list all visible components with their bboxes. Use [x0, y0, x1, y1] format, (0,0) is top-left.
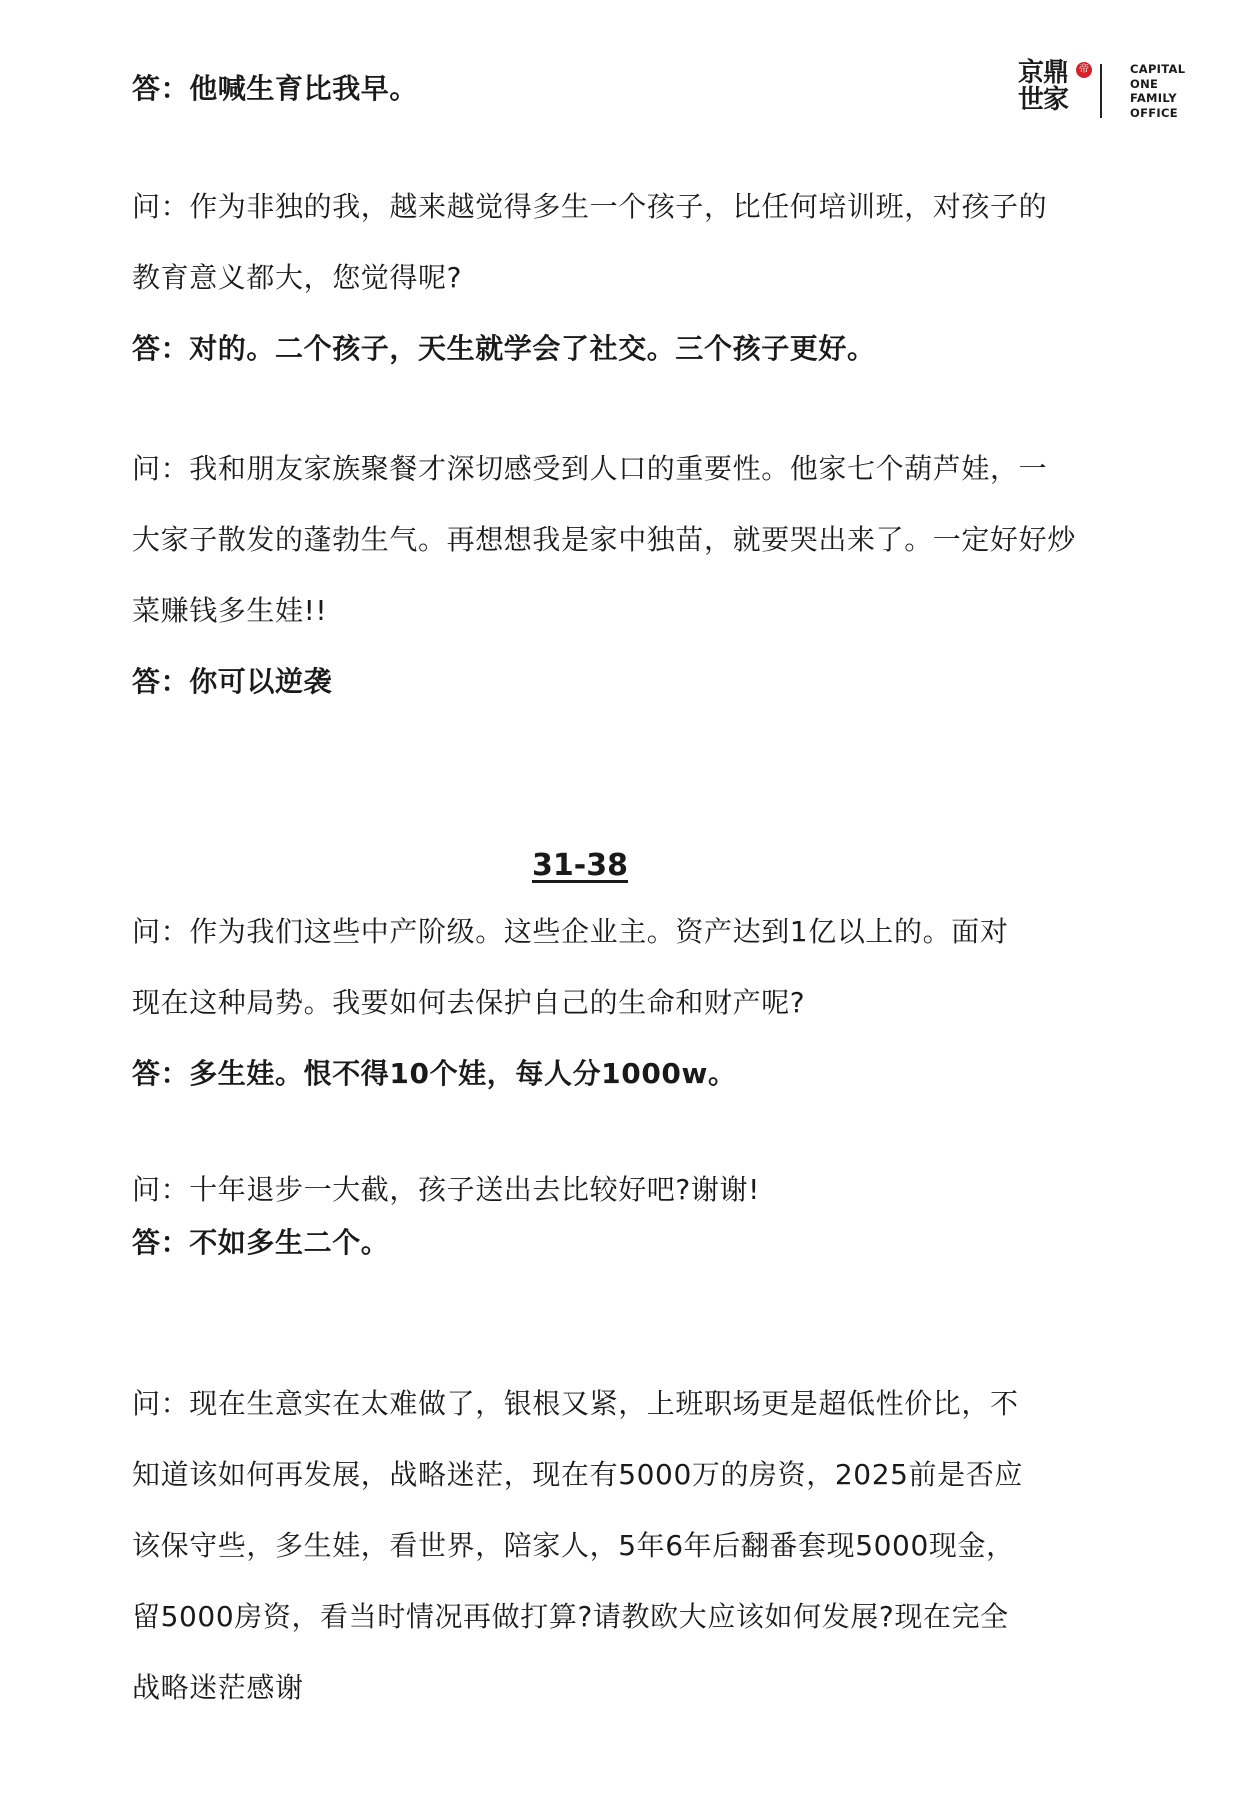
logo: [1018, 58, 1198, 122]
question-5: 问：十年退步一大截，孩子送出去比较好吧?谢谢!: [132, 1173, 760, 1206]
question-4-line-2: 现在这种局势。我要如何去保护自己的生命和财产呢?: [132, 986, 806, 1019]
question-6-line-2: 知道该如何再发展，战略迷茫，现在有5000万的房资，2025前是否应: [132, 1458, 1023, 1491]
question-6-line-5: 战略迷茫感谢: [132, 1671, 304, 1704]
answer-1: 答：他喊生育比我早。: [132, 72, 419, 105]
section-title: 31-38: [532, 848, 628, 883]
question-4-line-1: 问：作为我们这些中产阶级。这些企业主。资产达到1亿以上的。面对: [132, 915, 1009, 948]
logo-chinese-text: 京鼎 世家: [1018, 58, 1069, 115]
answer-4: 答：多生娃。恨不得10个娃，每人分1000w。: [132, 1057, 737, 1090]
question-3-line-3: 菜赚钱多生娃!!: [132, 594, 328, 627]
answer-2: 答：对的。二个孩子，天生就学会了社交。三个孩子更好。: [132, 332, 876, 365]
question-6-line-3: 该保守些，多生娃，看世界，陪家人，5年6年后翻番套现5000现金，: [132, 1529, 1015, 1562]
question-6-line-4: 留5000房资，看当时情况再做打算?请教欧大应该如何发展?现在完全: [132, 1600, 1009, 1633]
answer-5: 答：不如多生二个。: [132, 1226, 390, 1259]
logo-divider: [1100, 64, 1102, 118]
logo-english-text: CAPITAL ONE FAMILY OFFICE: [1130, 62, 1186, 120]
question-2-line-2: 教育意义都大，您觉得呢?: [132, 261, 463, 294]
question-6-line-1: 问：现在生意实在太难做了，银根又紧，上班职场更是超低性价比，不: [132, 1387, 1019, 1420]
question-2-line-1: 问：作为非独的我，越来越觉得多生一个孩子，比任何培训班，对孩子的: [132, 190, 1048, 223]
question-3-line-1: 问：我和朋友家族聚餐才深切感受到人口的重要性。他家七个葫芦娃，一: [132, 452, 1048, 485]
logo-seal-icon: 帝: [1076, 62, 1092, 78]
question-3-line-2: 大家子散发的蓬勃生气。再想想我是家中独苗，就要哭出来了。一定好好炒: [132, 523, 1076, 556]
answer-3: 答：你可以逆袭: [132, 665, 333, 698]
